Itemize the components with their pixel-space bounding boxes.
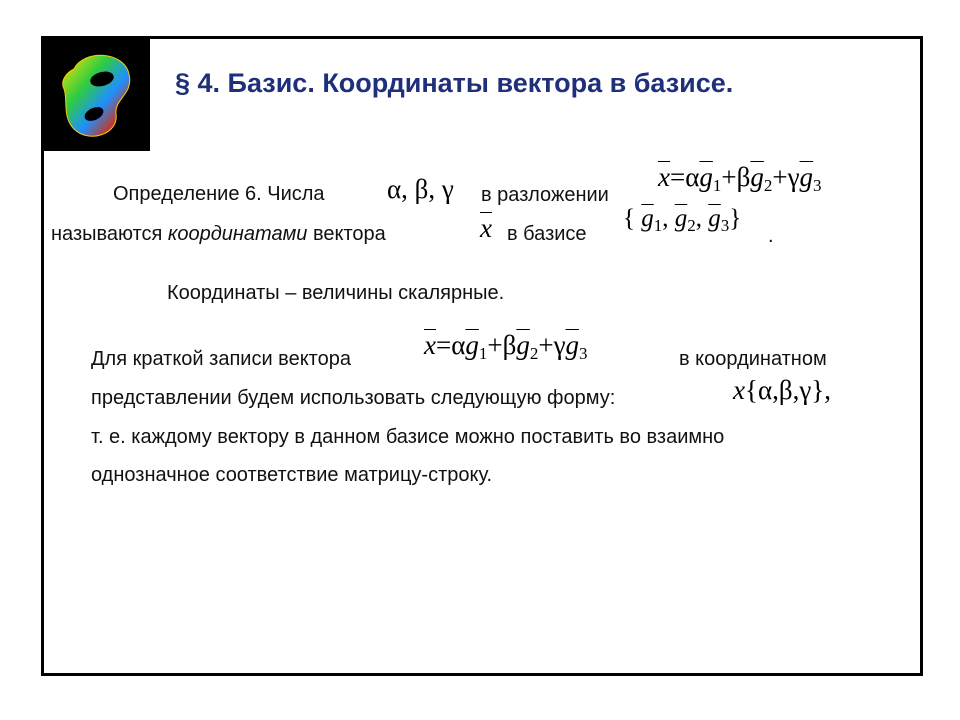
page-title: § 4. Базис. Координаты вектора в базисе. <box>175 68 734 98</box>
logo-box <box>44 39 150 151</box>
in-basis-text: в базисе <box>507 223 587 245</box>
basis-set-formula: { $\overline{g}_1$, $\overline{g}_2$, $\overline{g}_3$} <box>623 205 742 235</box>
coordinate-form-formula: x{α,β,γ}, <box>733 375 831 405</box>
called-text: называются координатами вектора <box>51 223 386 245</box>
definition-period: . <box>768 225 774 247</box>
short-form-line3: т. е. каждому вектору в данном базисе можно поставить во взаимно <box>91 426 725 448</box>
slide <box>41 36 923 676</box>
in-coordinate-text: в координатном <box>679 348 827 370</box>
scalar-note: Координаты – величины скалярные. <box>167 282 505 304</box>
definition-lead: Определение 6. Числа <box>113 183 325 205</box>
expansion-formula-2: $\overline{x}=\alpha\overline{g}_1+\beta\overline{g}_2+\gamma\overline{g}_3$ <box>424 330 588 363</box>
short-form-line4: однозначное соответствие матрицу-строку. <box>91 464 493 486</box>
short-form-lead: Для краткой записи вектора <box>91 348 351 370</box>
short-form-line2: представлении будем использовать следующую форму: <box>91 387 616 409</box>
torus-logo-icon <box>44 39 150 151</box>
expansion-formula-1: $\overline{x}=\alpha\overline{g}_1+\beta\overline{g}_2+\gamma\overline{g}_3$ <box>658 162 822 195</box>
vector-x-symbol: $\overline{x}$ <box>480 213 492 243</box>
coefficients-symbols: α, β, γ <box>387 174 454 204</box>
in-expansion-text: в разложении <box>481 184 609 206</box>
